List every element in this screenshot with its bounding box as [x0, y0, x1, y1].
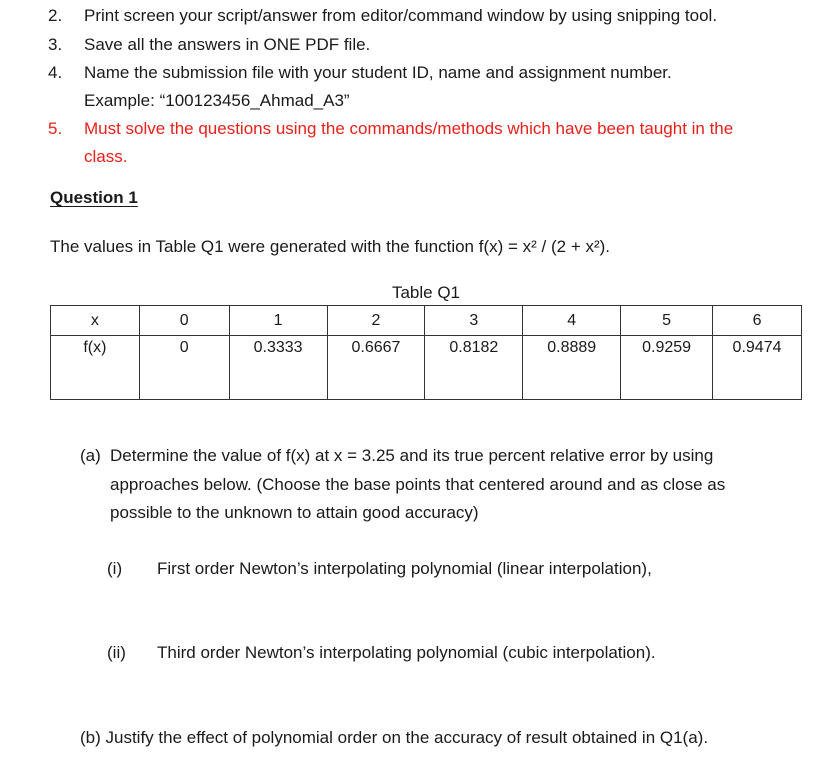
instruction-text: Must solve the questions using the commands/methods which have been taught in the	[84, 119, 734, 138]
sub-text: First order Newton’s interpolating polynomial (linear interpolation),	[157, 559, 652, 578]
instruction-text: Print screen your script/answer from editor/command window by using snipping tool.	[84, 6, 718, 25]
instruction-4	[48, 59, 672, 87]
part-a-text	[110, 442, 804, 528]
instruction-number: 3.	[48, 35, 63, 54]
instruction-number: 5.	[48, 119, 63, 138]
part-b: (b) Justify the effect of polynomial order on the accuracy of result obtained in Q1(a).	[80, 728, 709, 747]
sub-number: (ii)	[107, 643, 126, 662]
part-a-line-3: possible to the unknown to attain good accuracy)	[110, 503, 479, 522]
table-cell: 6	[713, 306, 802, 336]
table-cell: 0.3333	[229, 336, 327, 400]
table-cell: 0	[139, 306, 229, 336]
instruction-number: 4.	[48, 63, 63, 82]
part-a-line-1: Determine the value of f(x) at x = 3.25 and its true percent relative error by using	[110, 446, 714, 465]
instruction-2	[48, 2, 717, 30]
sub-text: Third order Newton’s interpolating polynomial (cubic interpolation).	[157, 643, 656, 662]
instruction-3	[48, 31, 370, 59]
instruction-text: Name the submission file with your student ID, name and assignment number.	[84, 63, 672, 82]
instruction-number: 2.	[48, 6, 63, 25]
part-a-line-2: approaches below. (Choose the base points that centered around and as close as	[110, 474, 726, 494]
table-cell: 0	[139, 336, 229, 400]
table-cell: 3	[425, 306, 523, 336]
table-cell: 1	[229, 306, 327, 336]
question-heading: Question 1	[50, 188, 138, 207]
part-a-label: (a)	[80, 446, 101, 465]
instruction-4-example: Example: “100123456_Ahmad_A3”	[84, 91, 350, 110]
question-intro: The values in Table Q1 were generated with the function f(x) = x² / (2 + x²).	[50, 237, 611, 256]
table-row-x	[51, 306, 802, 336]
sub-number: (i)	[107, 559, 123, 578]
table-row-fx	[51, 336, 802, 400]
table-q1	[50, 305, 802, 400]
table-cell: f(x)	[51, 336, 140, 400]
table-cell: x	[51, 306, 140, 336]
instruction-5	[48, 115, 733, 143]
table-cell: 0.9474	[713, 336, 802, 400]
table-cell: 0.6667	[327, 336, 425, 400]
table-cell: 4	[523, 306, 621, 336]
instruction-5-continuation: class.	[84, 147, 128, 166]
table-cell: 0.8889	[523, 336, 621, 400]
table-cell: 5	[621, 306, 713, 336]
part-a-sub-ii	[107, 639, 656, 667]
part-a-sub-i	[107, 555, 652, 583]
part-a	[80, 442, 804, 528]
instruction-text: Save all the answers in ONE PDF file.	[84, 35, 371, 54]
table-cell: 0.8182	[425, 336, 523, 400]
table-caption: Table Q1	[391, 283, 461, 302]
table-cell: 0.9259	[621, 336, 713, 400]
table-cell: 2	[327, 306, 425, 336]
